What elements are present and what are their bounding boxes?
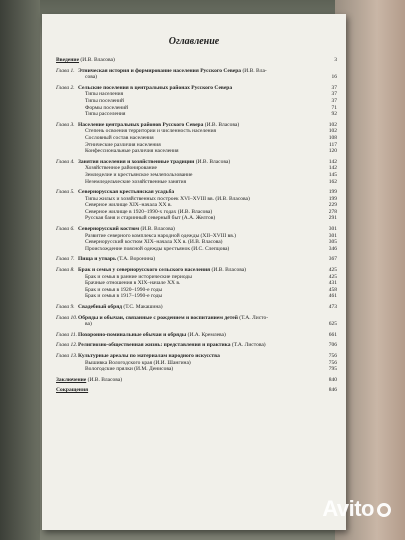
subsection-title: Степень освоения территории и численность населения <box>85 128 217 135</box>
toc-subentry <box>56 165 337 172</box>
page-number: 795 <box>328 366 337 373</box>
chapter-label: Глава 4. <box>56 158 75 165</box>
toc-subentry <box>56 91 337 98</box>
chapter-author: (И.В. Власова) <box>211 267 246 274</box>
toc-entry <box>56 256 337 263</box>
toc-subentry <box>56 196 337 203</box>
chapter-label: Глава 1. <box>56 67 75 74</box>
chapter-author: (И.В. Власова) <box>195 158 231 165</box>
subsection-title: Неземледельческие хозяйственные занятия <box>85 178 187 185</box>
toc-entry <box>56 226 337 233</box>
page-number: 162 <box>328 178 337 185</box>
subsection-title: Конфессиональные различия населения <box>85 148 179 155</box>
toc-subentry <box>56 98 337 105</box>
subsection-title: ва) <box>85 321 92 328</box>
page-number: 3 <box>334 57 337 63</box>
subsection-title: Типы расселения <box>85 111 126 118</box>
page-number: 756 <box>328 352 337 359</box>
page-number: 625 <box>328 321 337 328</box>
page-number: 458 <box>328 286 337 293</box>
chapter-title: Сельские поселения в центральных районах Русского Севера <box>78 84 233 91</box>
page-number: 145 <box>328 171 337 178</box>
page-number: 301 <box>328 226 337 233</box>
chapter-label: Глава 3. <box>56 121 75 128</box>
background-left <box>0 0 40 540</box>
chapter-author: (Т.А. Воронина) <box>117 256 156 263</box>
toc-subentry <box>56 74 337 81</box>
toc-subentry <box>56 148 337 155</box>
subsection-title: Вышивка Вологодского края (И.И. Шангина) <box>85 359 191 366</box>
toc-subentry <box>56 274 337 281</box>
book-page <box>42 14 346 530</box>
section-title: Введение <box>56 57 80 63</box>
chapter-title: Занятия населения и хозяйственные традиции <box>78 158 195 165</box>
subsection-title: Сословный состав населения <box>85 134 154 141</box>
page-number: 117 <box>328 141 337 148</box>
page-number: 199 <box>328 189 337 196</box>
page-number: 92 <box>331 111 337 118</box>
chapter-label: Глава 8. <box>56 267 75 274</box>
subsection-title: Брак и семья в ранние исторические периоды <box>85 273 192 280</box>
chapter-label: Глава 7. <box>56 256 75 263</box>
page-number: 301 <box>328 232 337 239</box>
page-number: 840 <box>328 376 337 383</box>
page-number: 229 <box>328 202 337 209</box>
section-title: Сокращения <box>56 387 89 394</box>
section-title: Заключение <box>56 376 87 383</box>
toc-entry <box>56 377 337 384</box>
page-number: 37 <box>331 91 337 98</box>
toc-subentry <box>56 135 337 142</box>
page-number: 71 <box>331 104 337 111</box>
subsection-title: Русская баня и старинный северный быт (А.А. Желтов) <box>85 215 216 222</box>
chapter-title: Севернорусский костюм <box>78 226 140 233</box>
chapter-title: Похоронно-поминальные обычаи и обряды <box>78 331 187 338</box>
toc-entry <box>56 57 337 64</box>
chapter-label: Глава 5. <box>56 189 75 196</box>
subsection-title: Развитие северного комплекса народной одежды (XII–XVIII вв.) <box>85 232 236 239</box>
toc-entry <box>56 315 337 322</box>
page-number: 142 <box>328 165 337 172</box>
subsection-title: Брачные отношения в XIX–начале XX в. <box>85 280 181 287</box>
page-number: 425 <box>328 273 337 280</box>
chapter-author: (И.В. Власова) <box>204 121 240 128</box>
page-number: 199 <box>328 195 337 202</box>
page-number: 473 <box>328 304 337 310</box>
chapter-title: Население центральных районов Русского Севера <box>78 121 204 128</box>
chapter-title: Обряды и обычаи, связанные с рождением и воспитанием детей <box>78 314 238 321</box>
page-number: 142 <box>328 158 337 165</box>
toc-subentry <box>56 366 337 373</box>
toc-subentry <box>56 280 337 287</box>
chapter-title: Этническая история и формирование населения Русского Севера <box>78 67 242 74</box>
chapter-author: (Т.С. Макашина) <box>123 304 163 310</box>
toc-subentry <box>56 202 337 209</box>
page-number: 278 <box>328 208 337 215</box>
toc-entry <box>56 304 337 311</box>
subsection-title: Происхождение поясной одежды крестьянок (И.С. Слепцова) <box>85 245 230 252</box>
page-number: 661 <box>328 331 337 338</box>
toc-subentry <box>56 179 337 186</box>
toc-subentry <box>56 128 337 135</box>
page-number: 756 <box>328 359 337 366</box>
chapter-author: (Т.А. Листо- <box>239 314 269 321</box>
toc-entry <box>56 189 337 196</box>
page-title: Оглавление <box>168 36 220 47</box>
page-number: 108 <box>328 134 337 141</box>
chapter-label: Глава 6. <box>56 226 75 233</box>
page-number: 461 <box>328 293 337 300</box>
chapter-author: (И.В. Вла- <box>242 67 267 74</box>
chapter-title: Брак и семья у севернорусского сельского населения <box>78 267 211 274</box>
chapter-label: Глава 13. <box>56 352 78 359</box>
toc-subentry <box>56 172 337 179</box>
page-number: 305 <box>328 239 337 246</box>
toc-entry <box>56 122 337 129</box>
section-author: (И.В. Власова) <box>80 57 115 63</box>
toc-entry <box>56 353 337 360</box>
page-number: 120 <box>328 148 337 155</box>
toc-entry <box>56 342 337 349</box>
chapter-title: Севернорусская крестьянская усадьба <box>78 189 175 196</box>
subsection-title: Типы поселений <box>85 97 124 104</box>
chapter-title: Религиозно-общественная жизнь: представления и практика <box>78 342 231 349</box>
chapter-author: (Т.А. Листова) <box>231 342 266 349</box>
subsection-title: Формы поселений <box>85 104 129 111</box>
subsection-title: сова) <box>85 74 97 81</box>
chapter-label: Глава 12. <box>56 342 78 349</box>
toc-entry <box>56 85 337 92</box>
toc-subentry <box>56 105 337 112</box>
page-number: 706 <box>328 342 337 349</box>
toc-subentry <box>56 321 337 328</box>
page-number: 102 <box>328 128 337 135</box>
chapter-label: Глава 11. <box>56 331 77 338</box>
page-number: 367 <box>328 256 337 263</box>
subsection-title: Брак и семья в 1920–1990-е годы <box>85 286 163 293</box>
toc-subentry <box>56 293 337 300</box>
page-number: 431 <box>328 280 337 287</box>
toc-subentry <box>56 111 337 118</box>
subsection-title: Северное жилище XIX–начала XX в. <box>85 202 172 209</box>
toc-entry <box>56 267 337 274</box>
subsection-title: Севернорусский костюм XIX–начала XX в. (И.В. Власова) <box>85 239 223 246</box>
page-number: 346 <box>328 245 337 252</box>
subsection-title: Брак и семья в 1917–1990-е годы <box>85 293 163 300</box>
table-of-contents <box>56 57 337 394</box>
page-number: 37 <box>331 84 337 91</box>
page-number: 846 <box>328 387 337 394</box>
section-author: (И.В. Власова) <box>87 376 123 383</box>
avito-watermark <box>322 496 391 522</box>
chapter-title: Свадебный обряд <box>78 304 122 310</box>
watermark-logo-icon <box>377 503 391 517</box>
toc-entry <box>56 387 337 394</box>
toc-subentry <box>56 215 337 222</box>
page-number: 425 <box>328 267 337 274</box>
subsection-title: Типы населения <box>85 91 124 98</box>
page-number: 291 <box>328 215 337 222</box>
page-number: 37 <box>331 97 337 104</box>
subsection-title: Земледелие и крестьянское землепользование <box>85 171 193 178</box>
toc-entry <box>56 332 337 339</box>
chapter-label: Глава 9. <box>56 304 75 310</box>
chapter-label: Глава 10. <box>56 314 78 321</box>
chapter-label: Глава 2. <box>56 84 75 91</box>
page-number: 16 <box>331 74 337 81</box>
chapter-title: Культурные ареалы по материалам народного искусства <box>78 352 220 359</box>
subsection-title: Типы жилых и хозяйственных построек XVI–XVIII вв. (И.В. Власова) <box>85 195 250 202</box>
chapter-author: (И.В. Власова) <box>140 226 175 233</box>
chapter-title: Пища и утварь <box>78 256 116 263</box>
watermark-text: Avito <box>322 496 374 521</box>
toc-subentry <box>56 246 337 253</box>
subsection-title: Хозяйственное районирование <box>85 165 157 172</box>
toc-entry <box>56 68 337 75</box>
chapter-author: (И.А. Кремлева) <box>187 331 226 338</box>
subsection-title: Этнические различия населения <box>85 141 161 148</box>
toc-subentry <box>56 239 337 246</box>
subsection-title: Северное жилище в 1920–1990-х годах (И.В. Власова) <box>85 208 213 215</box>
subsection-title: Вологодские прялки (И.М. Денисова) <box>85 366 174 373</box>
page-number: 102 <box>328 121 337 128</box>
toc-subentry <box>56 287 337 294</box>
